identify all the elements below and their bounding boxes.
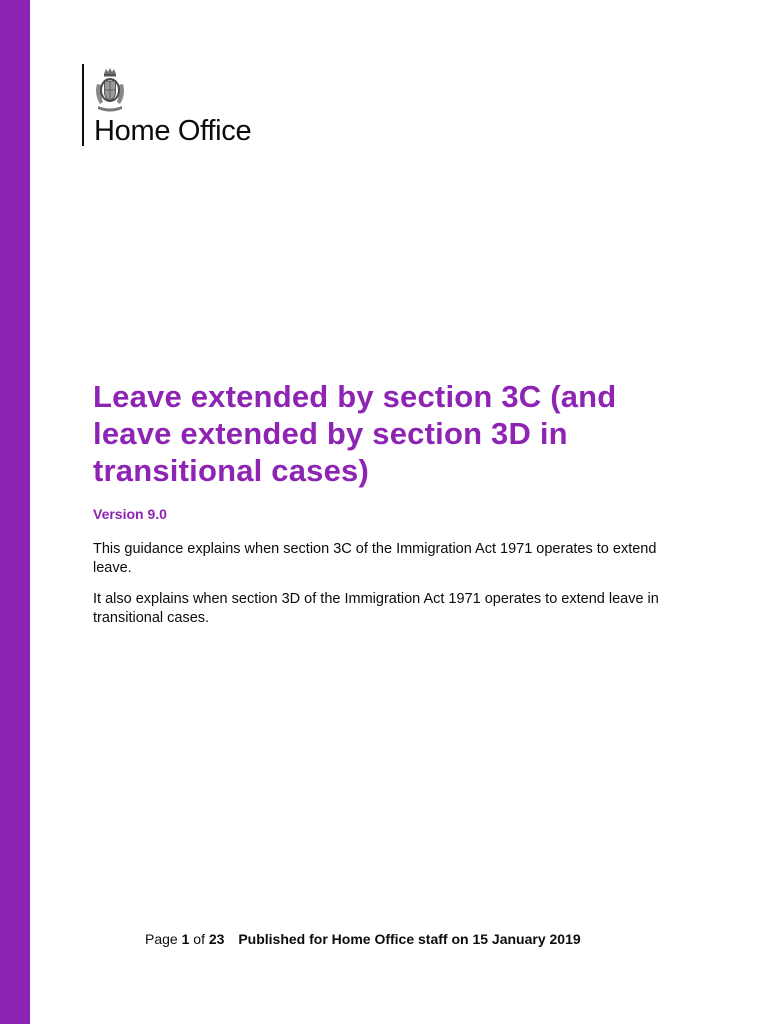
organisation-name: Home Office (94, 115, 252, 147)
royal-coat-of-arms-icon (94, 66, 126, 114)
document-version: Version 9.0 (93, 506, 167, 522)
intro-paragraph: This guidance explains when section 3C of the Immigration Act 1971 operates to extend leave. (93, 541, 657, 576)
footer-page-total: 23 (208, 931, 225, 947)
footer-published: Published for Home Office staff on 15 January 2019 (238, 931, 581, 947)
document-title: Leave extended by section 3C (and leave extended by section 3D in transitional cases) (93, 379, 617, 488)
logo-rule (82, 64, 84, 146)
intro-paragraph: It also explains when section 3D of the Immigration Act 1971 operates to extend leave in transitional cases. (93, 591, 659, 626)
side-accent-bar (0, 0, 30, 1024)
footer-page-word: Page (145, 931, 178, 947)
page-footer (145, 931, 581, 947)
home-office-logo (82, 64, 302, 148)
footer-page-number: 1 (181, 931, 190, 947)
footer-of-word: of (193, 931, 205, 947)
